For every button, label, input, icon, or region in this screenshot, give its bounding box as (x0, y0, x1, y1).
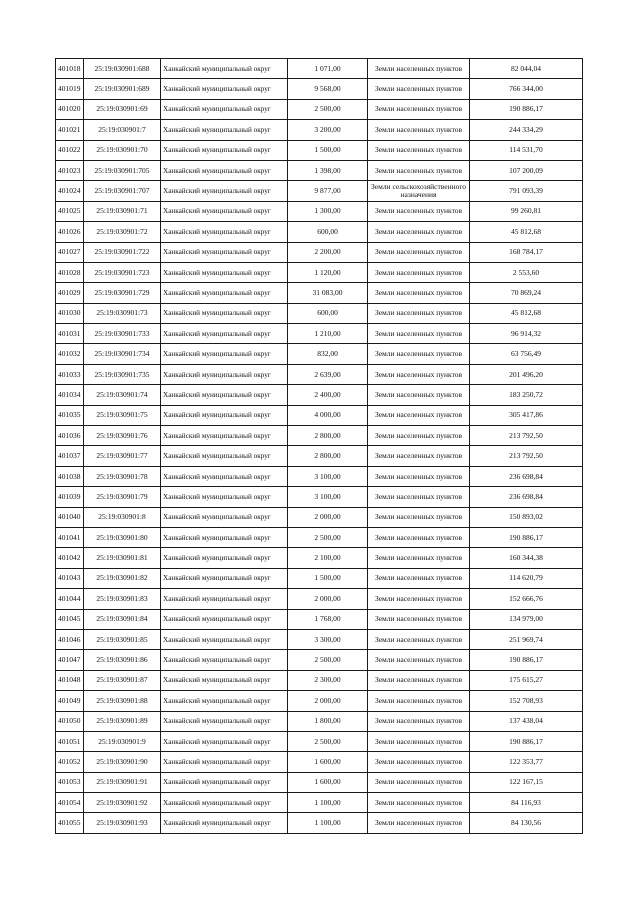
cadastral-number-cell: 25:19:030901:85 (84, 629, 161, 649)
land-category-cell: Земли населенных пунктов (368, 670, 470, 690)
cadastral-number-cell: 25:19:030901:689 (84, 79, 161, 99)
land-category-cell: Земли населенных пунктов (368, 99, 470, 119)
row-number-cell: 401038 (56, 466, 84, 486)
cadastral-number-cell: 25:19:030901:93 (84, 813, 161, 833)
municipality-cell: Ханкайский муниципальный округ (161, 364, 288, 384)
land-category-cell: Земли населенных пунктов (368, 691, 470, 711)
table-row (56, 344, 583, 364)
cadastral-value-cell: 114 531,70 (470, 140, 583, 160)
cadastral-number-cell: 25:19:030901:734 (84, 344, 161, 364)
cadastral-value-cell: 70 869,24 (470, 283, 583, 303)
municipality-cell: Ханкайский муниципальный округ (161, 609, 288, 629)
land-category-cell: Земли населенных пунктов (368, 364, 470, 384)
cadastral-value-cell: 175 615,27 (470, 670, 583, 690)
land-category-cell: Земли населенных пунктов (368, 589, 470, 609)
cadastral-value-cell: 190 886,17 (470, 99, 583, 119)
row-number-cell: 401055 (56, 813, 84, 833)
row-number-cell: 401030 (56, 303, 84, 323)
land-category-cell: Земли населенных пунктов (368, 446, 470, 466)
area-value-cell: 832,00 (288, 344, 368, 364)
cadastral-value-cell: 122 353,77 (470, 752, 583, 772)
row-number-cell: 401026 (56, 222, 84, 242)
table-row (56, 487, 583, 507)
land-category-cell: Земли населенных пунктов (368, 507, 470, 527)
cadastral-number-cell: 25:19:030901:84 (84, 609, 161, 629)
row-number-cell: 401031 (56, 324, 84, 344)
table-row (56, 629, 583, 649)
table-row (56, 283, 583, 303)
cadastral-number-cell: 25:19:030901:78 (84, 466, 161, 486)
table-row (56, 303, 583, 323)
land-category-cell: Земли населенных пунктов (368, 793, 470, 813)
row-number-cell: 401027 (56, 242, 84, 262)
area-value-cell: 2 500,00 (288, 99, 368, 119)
area-value-cell: 2 500,00 (288, 650, 368, 670)
area-value-cell: 1 600,00 (288, 752, 368, 772)
area-value-cell: 600,00 (288, 303, 368, 323)
area-value-cell: 2 400,00 (288, 385, 368, 405)
row-number-cell: 401053 (56, 772, 84, 792)
table-row (56, 405, 583, 425)
cadastral-number-cell: 25:19:030901:91 (84, 772, 161, 792)
row-number-cell: 401048 (56, 670, 84, 690)
table-row (56, 99, 583, 119)
cadastral-value-cell: 150 893,02 (470, 507, 583, 527)
area-value-cell: 1 500,00 (288, 568, 368, 588)
cadastral-value-cell: 160 344,38 (470, 548, 583, 568)
municipality-cell: Ханкайский муниципальный округ (161, 670, 288, 690)
municipality-cell: Ханкайский муниципальный округ (161, 385, 288, 405)
row-number-cell: 401028 (56, 262, 84, 282)
row-number-cell: 401041 (56, 527, 84, 547)
municipality-cell: Ханкайский муниципальный округ (161, 344, 288, 364)
cadastral-value-cell: 99 260,81 (470, 201, 583, 221)
table-row (56, 731, 583, 751)
area-value-cell: 2 000,00 (288, 589, 368, 609)
municipality-cell: Ханкайский муниципальный округ (161, 527, 288, 547)
table-row (56, 711, 583, 731)
cadastral-value-cell: 134 979,00 (470, 609, 583, 629)
municipality-cell: Ханкайский муниципальный округ (161, 160, 288, 180)
municipality-cell: Ханкайский муниципальный округ (161, 79, 288, 99)
land-category-cell: Земли населенных пунктов (368, 242, 470, 262)
land-category-cell: Земли населенных пунктов (368, 487, 470, 507)
cadastral-number-cell: 25:19:030901:80 (84, 527, 161, 547)
area-value-cell: 9 877,00 (288, 181, 368, 201)
area-value-cell: 1 100,00 (288, 813, 368, 833)
cadastral-number-cell: 25:19:030901:7 (84, 120, 161, 140)
area-value-cell: 600,00 (288, 222, 368, 242)
cadastral-number-cell: 25:19:030901:83 (84, 589, 161, 609)
cadastral-number-cell: 25:19:030901:8 (84, 507, 161, 527)
area-value-cell: 2 639,00 (288, 364, 368, 384)
cadastral-value-cell: 96 914,32 (470, 324, 583, 344)
land-category-cell: Земли населенных пунктов (368, 283, 470, 303)
table-row (56, 752, 583, 772)
row-number-cell: 401018 (56, 59, 84, 79)
area-value-cell: 3 100,00 (288, 487, 368, 507)
municipality-cell: Ханкайский муниципальный округ (161, 99, 288, 119)
row-number-cell: 401042 (56, 548, 84, 568)
land-category-cell: Земли сельскохозяйственного назначения (368, 181, 470, 201)
cadastral-value-cell: 84 116,93 (470, 793, 583, 813)
row-number-cell: 401045 (56, 609, 84, 629)
cadastral-number-cell: 25:19:030901:72 (84, 222, 161, 242)
land-category-cell: Земли населенных пунктов (368, 79, 470, 99)
municipality-cell: Ханкайский муниципальный округ (161, 813, 288, 833)
row-number-cell: 401047 (56, 650, 84, 670)
municipality-cell: Ханкайский муниципальный округ (161, 466, 288, 486)
table-row (56, 262, 583, 282)
row-number-cell: 401034 (56, 385, 84, 405)
row-number-cell: 401043 (56, 568, 84, 588)
municipality-cell: Ханкайский муниципальный округ (161, 589, 288, 609)
table-row (56, 79, 583, 99)
table-row (56, 793, 583, 813)
cadastral-value-cell: 82 044,04 (470, 59, 583, 79)
land-category-cell: Земли населенных пунктов (368, 650, 470, 670)
area-value-cell: 2 800,00 (288, 426, 368, 446)
municipality-cell: Ханкайский муниципальный округ (161, 507, 288, 527)
municipality-cell: Ханкайский муниципальный округ (161, 324, 288, 344)
cadastral-value-cell: 244 334,29 (470, 120, 583, 140)
municipality-cell: Ханкайский муниципальный округ (161, 405, 288, 425)
cadastral-number-cell: 25:19:030901:90 (84, 752, 161, 772)
land-category-cell: Земли населенных пунктов (368, 731, 470, 751)
table-row (56, 813, 583, 833)
land-category-cell: Земли населенных пунктов (368, 711, 470, 731)
row-number-cell: 401052 (56, 752, 84, 772)
cadastral-number-cell: 25:19:030901:76 (84, 426, 161, 446)
municipality-cell: Ханкайский муниципальный округ (161, 629, 288, 649)
area-value-cell: 3 100,00 (288, 466, 368, 486)
cadastral-value-cell: 114 620,79 (470, 568, 583, 588)
area-value-cell: 9 568,00 (288, 79, 368, 99)
cadastral-value-cell: 63 756,49 (470, 344, 583, 364)
land-category-cell: Земли населенных пунктов (368, 201, 470, 221)
table-row (56, 691, 583, 711)
row-number-cell: 401040 (56, 507, 84, 527)
row-number-cell: 401039 (56, 487, 84, 507)
municipality-cell: Ханкайский муниципальный округ (161, 568, 288, 588)
municipality-cell: Ханкайский муниципальный округ (161, 548, 288, 568)
land-category-cell: Земли населенных пунктов (368, 609, 470, 629)
land-category-cell: Земли населенных пунктов (368, 262, 470, 282)
table-row (56, 772, 583, 792)
area-value-cell: 2 500,00 (288, 527, 368, 547)
area-value-cell: 1 600,00 (288, 772, 368, 792)
area-value-cell: 1 100,00 (288, 793, 368, 813)
row-number-cell: 401020 (56, 99, 84, 119)
table-row (56, 120, 583, 140)
cadastral-number-cell: 25:19:030901:87 (84, 670, 161, 690)
land-category-cell: Земли населенных пунктов (368, 772, 470, 792)
row-number-cell: 401044 (56, 589, 84, 609)
row-number-cell: 401054 (56, 793, 84, 813)
cadastral-number-cell: 25:19:030901:82 (84, 568, 161, 588)
area-value-cell: 2 300,00 (288, 670, 368, 690)
row-number-cell: 401033 (56, 364, 84, 384)
cadastral-value-cell: 45 812,68 (470, 222, 583, 242)
cadastral-value-cell: 137 438,04 (470, 711, 583, 731)
cadastral-value-cell: 2 553,60 (470, 262, 583, 282)
area-value-cell: 1 120,00 (288, 262, 368, 282)
cadastral-value-cell: 152 666,76 (470, 589, 583, 609)
table-row (56, 140, 583, 160)
area-value-cell: 2 100,00 (288, 548, 368, 568)
cadastral-value-cell: 251 969,74 (470, 629, 583, 649)
row-number-cell: 401021 (56, 120, 84, 140)
municipality-cell: Ханкайский муниципальный округ (161, 772, 288, 792)
cadastral-value-cell: 190 886,17 (470, 731, 583, 751)
land-parcels-table-container (55, 58, 582, 834)
land-category-cell: Земли населенных пунктов (368, 303, 470, 323)
row-number-cell: 401025 (56, 201, 84, 221)
cadastral-value-cell: 213 792,50 (470, 426, 583, 446)
area-value-cell: 1 398,00 (288, 160, 368, 180)
land-category-cell: Земли населенных пунктов (368, 324, 470, 344)
municipality-cell: Ханкайский муниципальный округ (161, 426, 288, 446)
area-value-cell: 3 200,00 (288, 120, 368, 140)
municipality-cell: Ханкайский муниципальный округ (161, 283, 288, 303)
cadastral-value-cell: 122 167,15 (470, 772, 583, 792)
municipality-cell: Ханкайский муниципальный округ (161, 120, 288, 140)
cadastral-number-cell: 25:19:030901:88 (84, 691, 161, 711)
row-number-cell: 401022 (56, 140, 84, 160)
table-row (56, 59, 583, 79)
area-value-cell: 1 300,00 (288, 201, 368, 221)
row-number-cell: 401035 (56, 405, 84, 425)
cadastral-value-cell: 84 130,56 (470, 813, 583, 833)
cadastral-value-cell: 190 886,17 (470, 650, 583, 670)
municipality-cell: Ханкайский муниципальный округ (161, 262, 288, 282)
cadastral-value-cell: 305 417,86 (470, 405, 583, 425)
municipality-cell: Ханкайский муниципальный округ (161, 140, 288, 160)
area-value-cell: 2 200,00 (288, 242, 368, 262)
table-row (56, 670, 583, 690)
land-category-cell: Земли населенных пунктов (368, 344, 470, 364)
cadastral-number-cell: 25:19:030901:688 (84, 59, 161, 79)
table-row (56, 385, 583, 405)
cadastral-value-cell: 190 886,17 (470, 527, 583, 547)
table-row (56, 548, 583, 568)
land-category-cell: Земли населенных пунктов (368, 629, 470, 649)
land-category-cell: Земли населенных пунктов (368, 140, 470, 160)
municipality-cell: Ханкайский муниципальный округ (161, 650, 288, 670)
cadastral-value-cell: 236 698,84 (470, 487, 583, 507)
table-row (56, 222, 583, 242)
area-value-cell: 2 500,00 (288, 731, 368, 751)
table-row (56, 201, 583, 221)
municipality-cell: Ханкайский муниципальный округ (161, 691, 288, 711)
table-row (56, 589, 583, 609)
area-value-cell: 2 800,00 (288, 446, 368, 466)
table-row (56, 446, 583, 466)
cadastral-value-cell: 107 200,09 (470, 160, 583, 180)
area-value-cell: 1 800,00 (288, 711, 368, 731)
land-category-cell: Земли населенных пунктов (368, 752, 470, 772)
cadastral-number-cell: 25:19:030901:86 (84, 650, 161, 670)
cadastral-value-cell: 168 784,17 (470, 242, 583, 262)
area-value-cell: 2 000,00 (288, 691, 368, 711)
cadastral-number-cell: 25:19:030901:79 (84, 487, 161, 507)
table-row (56, 160, 583, 180)
cadastral-number-cell: 25:19:030901:729 (84, 283, 161, 303)
land-category-cell: Земли населенных пунктов (368, 59, 470, 79)
cadastral-number-cell: 25:19:030901:707 (84, 181, 161, 201)
area-value-cell: 2 000,00 (288, 507, 368, 527)
cadastral-value-cell: 45 812,68 (470, 303, 583, 323)
table-row (56, 527, 583, 547)
land-category-cell: Земли населенных пунктов (368, 222, 470, 242)
municipality-cell: Ханкайский муниципальный округ (161, 752, 288, 772)
cadastral-number-cell: 25:19:030901:92 (84, 793, 161, 813)
municipality-cell: Ханкайский муниципальный округ (161, 181, 288, 201)
municipality-cell: Ханкайский муниципальный округ (161, 446, 288, 466)
row-number-cell: 401050 (56, 711, 84, 731)
cadastral-number-cell: 25:19:030901:73 (84, 303, 161, 323)
land-parcels-table (55, 58, 583, 834)
cadastral-value-cell: 236 698,84 (470, 466, 583, 486)
cadastral-value-cell: 791 093,39 (470, 181, 583, 201)
cadastral-number-cell: 25:19:030901:77 (84, 446, 161, 466)
land-category-cell: Земли населенных пунктов (368, 385, 470, 405)
cadastral-number-cell: 25:19:030901:735 (84, 364, 161, 384)
municipality-cell: Ханкайский муниципальный округ (161, 201, 288, 221)
row-number-cell: 401019 (56, 79, 84, 99)
cadastral-number-cell: 25:19:030901:733 (84, 324, 161, 344)
table-row (56, 507, 583, 527)
land-category-cell: Земли населенных пунктов (368, 527, 470, 547)
row-number-cell: 401037 (56, 446, 84, 466)
municipality-cell: Ханкайский муниципальный округ (161, 711, 288, 731)
area-value-cell: 1 210,00 (288, 324, 368, 344)
row-number-cell: 401023 (56, 160, 84, 180)
cadastral-value-cell: 766 344,00 (470, 79, 583, 99)
row-number-cell: 401051 (56, 731, 84, 751)
municipality-cell: Ханкайский муниципальный округ (161, 731, 288, 751)
area-value-cell: 3 300,00 (288, 629, 368, 649)
land-category-cell: Земли населенных пунктов (368, 568, 470, 588)
land-category-cell: Земли населенных пунктов (368, 160, 470, 180)
area-value-cell: 1 500,00 (288, 140, 368, 160)
municipality-cell: Ханкайский муниципальный округ (161, 59, 288, 79)
cadastral-number-cell: 25:19:030901:70 (84, 140, 161, 160)
table-row (56, 466, 583, 486)
table-row (56, 568, 583, 588)
table-row (56, 650, 583, 670)
area-value-cell: 4 000,00 (288, 405, 368, 425)
area-value-cell: 1 768,00 (288, 609, 368, 629)
municipality-cell: Ханкайский муниципальный округ (161, 222, 288, 242)
row-number-cell: 401046 (56, 629, 84, 649)
land-category-cell: Земли населенных пунктов (368, 426, 470, 446)
cadastral-number-cell: 25:19:030901:9 (84, 731, 161, 751)
table-row (56, 242, 583, 262)
municipality-cell: Ханкайский муниципальный округ (161, 242, 288, 262)
municipality-cell: Ханкайский муниципальный округ (161, 487, 288, 507)
cadastral-number-cell: 25:19:030901:705 (84, 160, 161, 180)
area-value-cell: 1 071,00 (288, 59, 368, 79)
row-number-cell: 401036 (56, 426, 84, 446)
area-value-cell: 31 083,00 (288, 283, 368, 303)
land-category-cell: Земли населенных пунктов (368, 120, 470, 140)
land-category-cell: Земли населенных пунктов (368, 466, 470, 486)
row-number-cell: 401029 (56, 283, 84, 303)
land-category-cell: Земли населенных пунктов (368, 548, 470, 568)
cadastral-value-cell: 183 250,72 (470, 385, 583, 405)
cadastral-number-cell: 25:19:030901:71 (84, 201, 161, 221)
row-number-cell: 401024 (56, 181, 84, 201)
municipality-cell: Ханкайский муниципальный округ (161, 303, 288, 323)
municipality-cell: Ханкайский муниципальный округ (161, 793, 288, 813)
table-row (56, 609, 583, 629)
cadastral-number-cell: 25:19:030901:75 (84, 405, 161, 425)
cadastral-number-cell: 25:19:030901:74 (84, 385, 161, 405)
cadastral-value-cell: 201 496,20 (470, 364, 583, 384)
table-row (56, 364, 583, 384)
row-number-cell: 401049 (56, 691, 84, 711)
land-category-cell: Земли населенных пунктов (368, 813, 470, 833)
cadastral-number-cell: 25:19:030901:722 (84, 242, 161, 262)
cadastral-number-cell: 25:19:030901:81 (84, 548, 161, 568)
cadastral-number-cell: 25:19:030901:723 (84, 262, 161, 282)
table-row (56, 426, 583, 446)
table-body (56, 59, 583, 834)
cadastral-value-cell: 213 792,50 (470, 446, 583, 466)
cadastral-number-cell: 25:19:030901:69 (84, 99, 161, 119)
table-row (56, 181, 583, 201)
land-category-cell: Земли населенных пунктов (368, 405, 470, 425)
row-number-cell: 401032 (56, 344, 84, 364)
cadastral-number-cell: 25:19:030901:89 (84, 711, 161, 731)
table-row (56, 324, 583, 344)
cadastral-value-cell: 152 708,93 (470, 691, 583, 711)
